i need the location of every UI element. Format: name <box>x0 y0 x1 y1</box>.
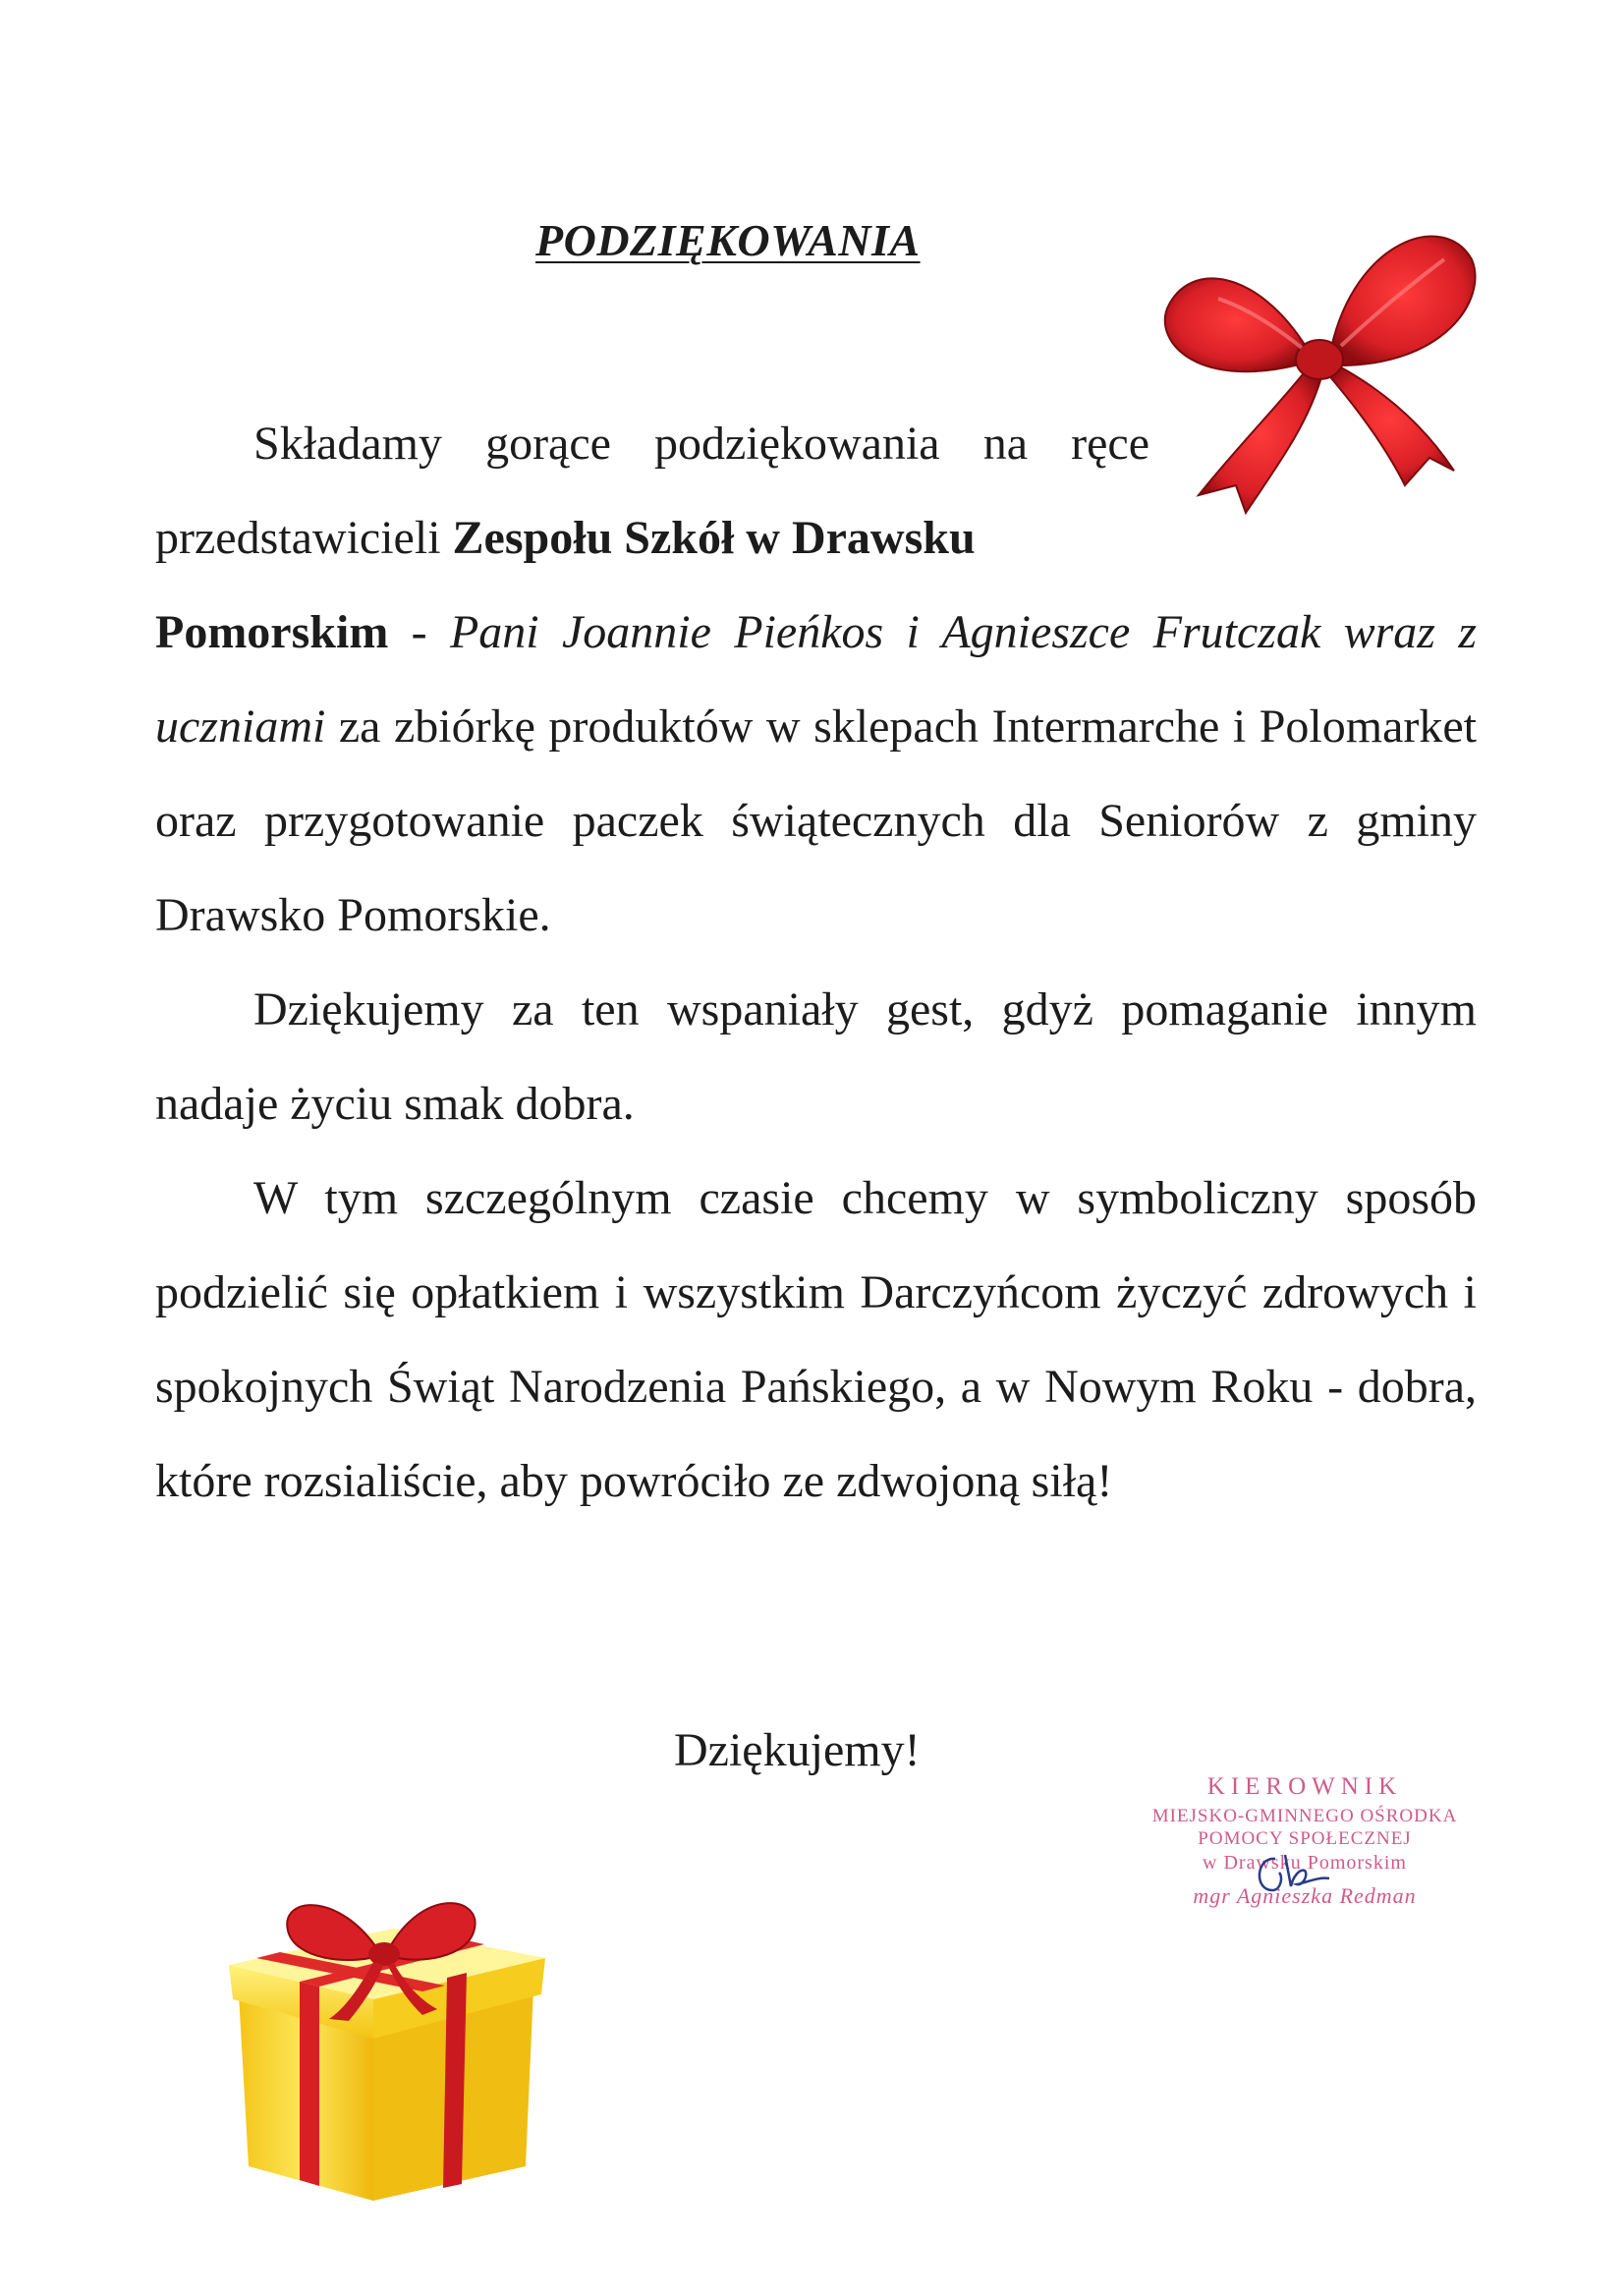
stamp-line-4: w Drawsku Pomorskim <box>1203 1852 1407 1874</box>
document-title: PODZIĘKOWANIA <box>535 215 921 265</box>
letter-body <box>155 397 1477 1529</box>
school-name-cont: Pomorskim <box>155 606 389 658</box>
handwritten-signature <box>1246 1847 1334 1906</box>
teachers-names: Pani Joannie Pieńkos i Agnieszce Frutczak <box>449 606 1321 658</box>
closing-thanks: Dziękujemy! <box>674 1724 921 1776</box>
paragraph-1-rest <box>155 586 1477 963</box>
dash: - <box>388 606 450 658</box>
p1-line1: Składamy gorące podziękowania na ręce <box>253 418 1149 470</box>
stamp-line-5: mgr Agnieszka Redman <box>1193 1883 1417 1908</box>
stamp-line-1: KIEROWNIK <box>1206 1773 1403 1800</box>
paragraph-2: Dziękujemy za ten wspaniały gest, gdyż pomaganie innym nadaje życiu smak dobra. <box>155 983 1477 1130</box>
p1-line2-plain: przedstawicieli <box>155 512 453 564</box>
gift-box-icon <box>221 1872 555 2206</box>
stamp-line-3: POMOCY SPOŁECZNEJ <box>1198 1828 1412 1849</box>
paragraph-3: W tym szczególnym czasie chcemy w symboliczny sposób podzielić się opłatkiem i wszystkim Darczyńcom życzyć zdrowych i spokojnych Świąt Narodzenia Pańskiego, a w Nowym Roku - dobra, które rozsialiście, aby powróciło ze zdwojoną siłą! <box>155 1172 1477 1507</box>
with-students: wraz z uczniami <box>155 606 1478 753</box>
p1-rest-text: za zbiórkę produktów w sklepach Intermarche i Polomarket oraz przygotowanie paczek świątecznych dla Seniorów z gminy Drawsko Pomorskie. <box>155 700 1477 941</box>
stamp-line-2: MIEJSKO-GMINNEGO OŚRODKA <box>1151 1806 1458 1826</box>
school-name: Zespołu Szkół w Drawsku <box>452 512 976 564</box>
paragraph-1-opening <box>155 397 1149 586</box>
